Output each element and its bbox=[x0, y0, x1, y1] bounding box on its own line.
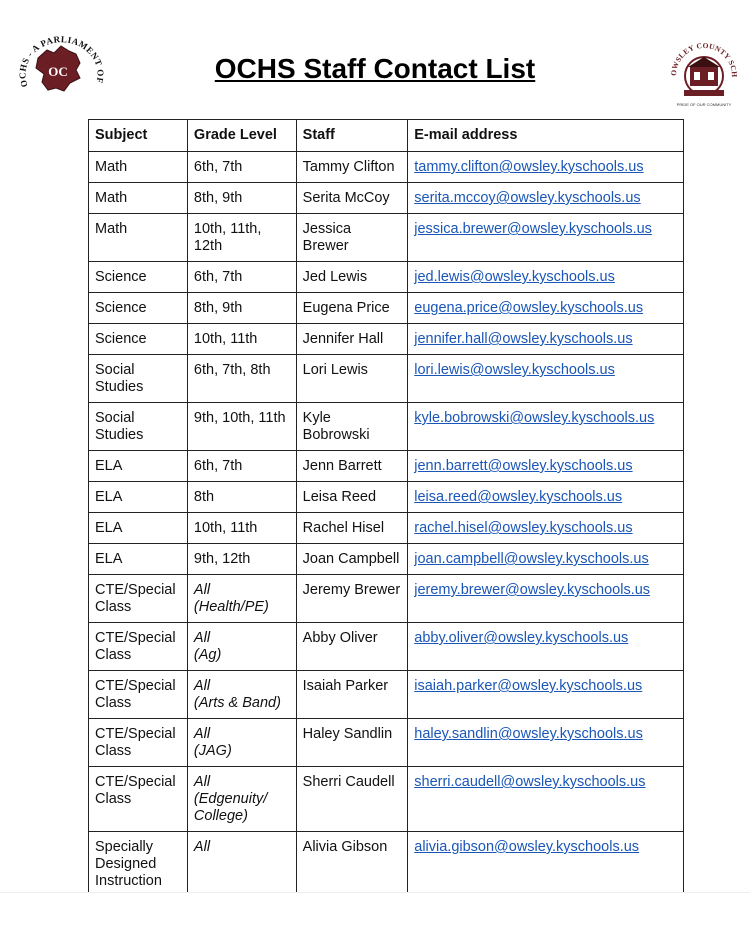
table-row bbox=[89, 832, 684, 897]
cell-subject: ELA bbox=[89, 513, 188, 544]
cell-staff: Rachel Hisel bbox=[296, 513, 408, 544]
cell-grade-level: 8th, 9th bbox=[187, 293, 296, 324]
svg-text:PRIDE OF OUR COMMUNITY: PRIDE OF OUR COMMUNITY bbox=[676, 102, 732, 107]
cell-grade-level: 10th, 11th, 12th bbox=[187, 214, 296, 262]
cell-staff: Abby Oliver bbox=[296, 623, 408, 671]
svg-text:OWSLEY COUNTY SCHOOLS: OWSLEY COUNTY SCH bbox=[668, 40, 740, 78]
column-header-subject: Subject bbox=[89, 120, 188, 152]
cell-email bbox=[408, 355, 684, 403]
email-link[interactable]: jeremy.brewer@owsley.kyschools.us bbox=[414, 582, 651, 598]
cell-email bbox=[408, 482, 684, 513]
table-header-row bbox=[89, 120, 684, 152]
cell-staff: Alivia Gibson bbox=[296, 832, 408, 897]
table-row bbox=[89, 513, 684, 544]
svg-text:OCHS - A PARLIAMENT OF EXCELLE: OCHS - A PARLIAMENT OF bbox=[17, 34, 106, 89]
email-link[interactable]: serita.mccoy@owsley.kyschools.us bbox=[414, 190, 641, 206]
svg-text:OC: OC bbox=[48, 64, 68, 79]
cell-subject: ELA bbox=[89, 544, 188, 575]
cell-grade-level: 6th, 7th bbox=[187, 451, 296, 482]
cell-grade-level: 9th, 12th bbox=[187, 544, 296, 575]
cell-subject: ELA bbox=[89, 482, 188, 513]
cell-grade-level: 8th bbox=[187, 482, 296, 513]
cell-email bbox=[408, 623, 684, 671]
cell-grade-level: 9th, 10th, 11th bbox=[187, 403, 296, 451]
table-row bbox=[89, 152, 684, 183]
cell-staff: Jeremy Brewer bbox=[296, 575, 408, 623]
email-link[interactable]: eugena.price@owsley.kyschools.us bbox=[414, 300, 644, 316]
staff-table-body bbox=[89, 152, 684, 897]
cell-grade-level: 6th, 7th, 8th bbox=[187, 355, 296, 403]
email-link[interactable]: sherri.caudell@owsley.kyschools.us bbox=[414, 774, 646, 790]
cell-subject: CTE/Special Class bbox=[89, 719, 188, 767]
column-header-grade-level: Grade Level bbox=[187, 120, 296, 152]
cell-email bbox=[408, 513, 684, 544]
table-row bbox=[89, 183, 684, 214]
cell-email bbox=[408, 767, 684, 832]
email-link[interactable]: joan.campbell@owsley.kyschools.us bbox=[414, 551, 649, 567]
cell-staff: Joan Campbell bbox=[296, 544, 408, 575]
cell-subject: Social Studies bbox=[89, 355, 188, 403]
cell-grade-level: All (Ag) bbox=[187, 623, 296, 671]
cell-staff: Haley Sandlin bbox=[296, 719, 408, 767]
table-row bbox=[89, 293, 684, 324]
table-row bbox=[89, 575, 684, 623]
table-row bbox=[89, 719, 684, 767]
email-link[interactable]: haley.sandlin@owsley.kyschools.us bbox=[414, 726, 643, 742]
cell-grade-level: 6th, 7th bbox=[187, 152, 296, 183]
cell-email bbox=[408, 671, 684, 719]
cell-email bbox=[408, 832, 684, 897]
table-row bbox=[89, 403, 684, 451]
email-link[interactable]: jessica.brewer@owsley.kyschools.us bbox=[414, 221, 652, 237]
cell-grade-level: All (Arts & Band) bbox=[187, 671, 296, 719]
cell-email bbox=[408, 451, 684, 482]
table-row bbox=[89, 262, 684, 293]
table-row bbox=[89, 451, 684, 482]
cell-staff: Lori Lewis bbox=[296, 355, 408, 403]
email-link[interactable]: jennifer.hall@owsley.kyschools.us bbox=[414, 331, 633, 347]
cell-staff: Serita McCoy bbox=[296, 183, 408, 214]
cell-email bbox=[408, 262, 684, 293]
cell-staff: Tammy Clifton bbox=[296, 152, 408, 183]
column-header-email: E-mail address bbox=[408, 120, 684, 152]
page-bottom-margin bbox=[0, 892, 750, 934]
table-row bbox=[89, 767, 684, 832]
cell-subject: Science bbox=[89, 293, 188, 324]
cell-subject: Specially Designed Instruction bbox=[89, 832, 188, 897]
email-link[interactable]: kyle.bobrowski@owsley.kyschools.us bbox=[414, 410, 655, 426]
cell-staff: Jed Lewis bbox=[296, 262, 408, 293]
cell-grade-level: 8th, 9th bbox=[187, 183, 296, 214]
cell-grade-level: All (Edgenuity/ College) bbox=[187, 767, 296, 832]
staff-contact-table bbox=[88, 119, 684, 897]
cell-subject: Science bbox=[89, 324, 188, 355]
cell-subject: Math bbox=[89, 214, 188, 262]
email-link[interactable]: leisa.reed@owsley.kyschools.us bbox=[414, 489, 623, 505]
cell-email bbox=[408, 152, 684, 183]
cell-staff: Sherri Caudell bbox=[296, 767, 408, 832]
email-link[interactable]: jenn.barrett@owsley.kyschools.us bbox=[414, 458, 633, 474]
cell-email bbox=[408, 214, 684, 262]
email-link[interactable]: abby.oliver@owsley.kyschools.us bbox=[414, 630, 629, 646]
cell-staff: Kyle Bobrowski bbox=[296, 403, 408, 451]
email-link[interactable]: lori.lewis@owsley.kyschools.us bbox=[414, 362, 615, 378]
table-row bbox=[89, 544, 684, 575]
cell-subject: Math bbox=[89, 152, 188, 183]
cell-subject: Math bbox=[89, 183, 188, 214]
cell-subject: CTE/Special Class bbox=[89, 623, 188, 671]
email-link[interactable]: rachel.hisel@owsley.kyschools.us bbox=[414, 520, 633, 536]
email-link[interactable]: alivia.gibson@owsley.kyschools.us bbox=[414, 839, 640, 855]
table-row bbox=[89, 324, 684, 355]
cell-grade-level: All (JAG) bbox=[187, 719, 296, 767]
email-link[interactable]: jed.lewis@owsley.kyschools.us bbox=[414, 269, 615, 285]
cell-email bbox=[408, 183, 684, 214]
cell-subject: Science bbox=[89, 262, 188, 293]
cell-staff: Jenn Barrett bbox=[296, 451, 408, 482]
column-header-staff: Staff bbox=[296, 120, 408, 152]
cell-staff: Leisa Reed bbox=[296, 482, 408, 513]
cell-subject: CTE/Special Class bbox=[89, 767, 188, 832]
cell-grade-level: 10th, 11th bbox=[187, 513, 296, 544]
cell-email bbox=[408, 293, 684, 324]
cell-staff: Eugena Price bbox=[296, 293, 408, 324]
table-row bbox=[89, 214, 684, 262]
cell-grade-level: All bbox=[187, 832, 296, 897]
cell-email bbox=[408, 403, 684, 451]
cell-staff: Jennifer Hall bbox=[296, 324, 408, 355]
cell-email bbox=[408, 324, 684, 355]
table-row bbox=[89, 355, 684, 403]
cell-email bbox=[408, 575, 684, 623]
cell-grade-level: 6th, 7th bbox=[187, 262, 296, 293]
cell-email bbox=[408, 544, 684, 575]
cell-email bbox=[408, 719, 684, 767]
page-title: OCHS Staff Contact List bbox=[214, 53, 536, 84]
cell-subject: ELA bbox=[89, 451, 188, 482]
owsley-county-schools-seal bbox=[668, 30, 740, 110]
table-row bbox=[89, 482, 684, 513]
cell-staff: Isaiah Parker bbox=[296, 671, 408, 719]
cell-subject: CTE/Special Class bbox=[89, 575, 188, 623]
table-row bbox=[89, 623, 684, 671]
cell-staff: Jessica Brewer bbox=[296, 214, 408, 262]
cell-grade-level: All (Health/PE) bbox=[187, 575, 296, 623]
cell-subject: Social Studies bbox=[89, 403, 188, 451]
email-link[interactable]: isaiah.parker@owsley.kyschools.us bbox=[414, 678, 643, 694]
email-link[interactable]: tammy.clifton@owsley.kyschools.us bbox=[414, 159, 644, 175]
cell-subject: CTE/Special Class bbox=[89, 671, 188, 719]
table-row bbox=[89, 671, 684, 719]
cell-grade-level: 10th, 11th bbox=[187, 324, 296, 355]
